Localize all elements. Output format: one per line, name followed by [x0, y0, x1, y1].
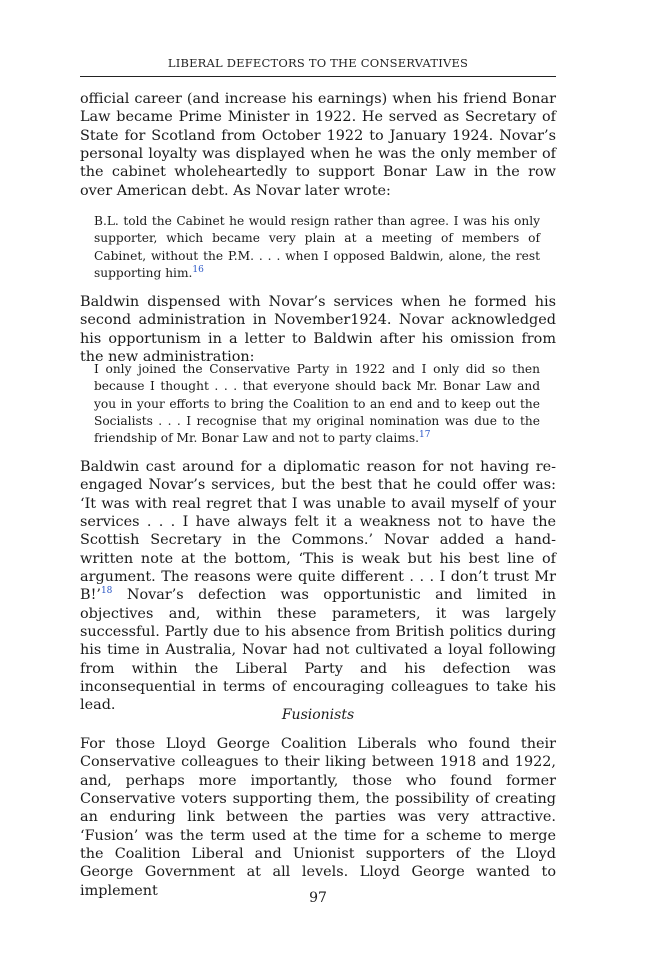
paragraph-1: [80, 90, 556, 200]
page-number: 97: [309, 890, 327, 906]
paragraph-2: [80, 293, 556, 366]
paragraph-1-text: official career (and increase his earnings) when his friend Bonar Law became Prime Minister in 1922. He served as Secretary of State for Scotland from October 1922 to January 1924. Novar’s personal loyalty was displayed when he was the only member of the cabinet wholeheartedly to support Bonar Law in the row over American debt. As Novar later wrote:: [80, 91, 556, 199]
paragraph-2-text: Baldwin dispensed with Novar’s services when he formed his second administration in November1924. Novar acknowledged his opportunism in a letter to Baldwin after his omission from the new administration:: [80, 294, 556, 366]
paragraph-4: [80, 735, 556, 900]
block-quote-2-text: I only joined the Conservative Party in 1922 and I only did so then because I thought . . . that everyone should back Mr. Bonar Law and you in your efforts to bring the Coalition to an end and to keep out the Socialists . . . I recognise that my original nomination was due to the friendship of Mr. Bonar Law and not to party claims.: [94, 362, 540, 446]
block-quote-2: [80, 361, 556, 447]
footnote-ref-16[interactable]: 16: [192, 264, 204, 275]
section-heading: [80, 707, 556, 723]
paragraph-3-text-b: Novar’s defection was opportunistic and limited in objectives and, within these parameters, it was largely successful. Partly due to his absence from British politics during his time in Australia, Novar had not cultivated a loyal following from within the Liberal Party and his defection was inconsequential in terms of encouraging colleagues to take his lead.: [80, 587, 556, 714]
block-quote-1-text: B.L. told the Cabinet he would resign rather than agree. I was his only supporter, which became very plain at a meeting of members of Cabinet, without the P.M. . . . when I opposed Baldwin, alone, the rest supporting him.: [94, 214, 540, 280]
block-quote-1: [80, 213, 556, 282]
footnote-ref-18[interactable]: 18: [100, 586, 113, 597]
paragraph-3: [80, 458, 556, 715]
running-head: LIBERAL DEFECTORS TO THE CONSERVATIVES: [167, 56, 469, 70]
paragraph-3-text-a: Baldwin cast around for a diplomatic reason for not having re-engaged Novar’s services, but the best that he could offer was: ‘It was with real regret that I was unable to avail myself of your services . . . I have always felt it a weakness not to have the Scottish Secretary in the Commons.’ Novar added a hand-written note at the bottom, ‘This is weak but his best line of argument. The reasons were quite different . . . I don’t trust Mr B!’: [80, 459, 556, 604]
section-heading-text: Fusionists: [281, 707, 355, 723]
paragraph-4-text: For those Lloyd George Coalition Liberals who found their Conservative colleagues to their liking between 1918 and 1922, and, perhaps more importantly, those who found former Conservative voters supporting them, the possibility of creating an enduring link between the parties was very attractive. ‘Fusion’ was the term used at the time for a scheme to merge the Coalition Liberal and Unionist supporters of the Lloyd George Government at all levels. Lloyd George wanted to implement: [80, 736, 556, 899]
footnote-ref-17[interactable]: 17: [418, 430, 431, 441]
header-rule: [80, 76, 556, 77]
